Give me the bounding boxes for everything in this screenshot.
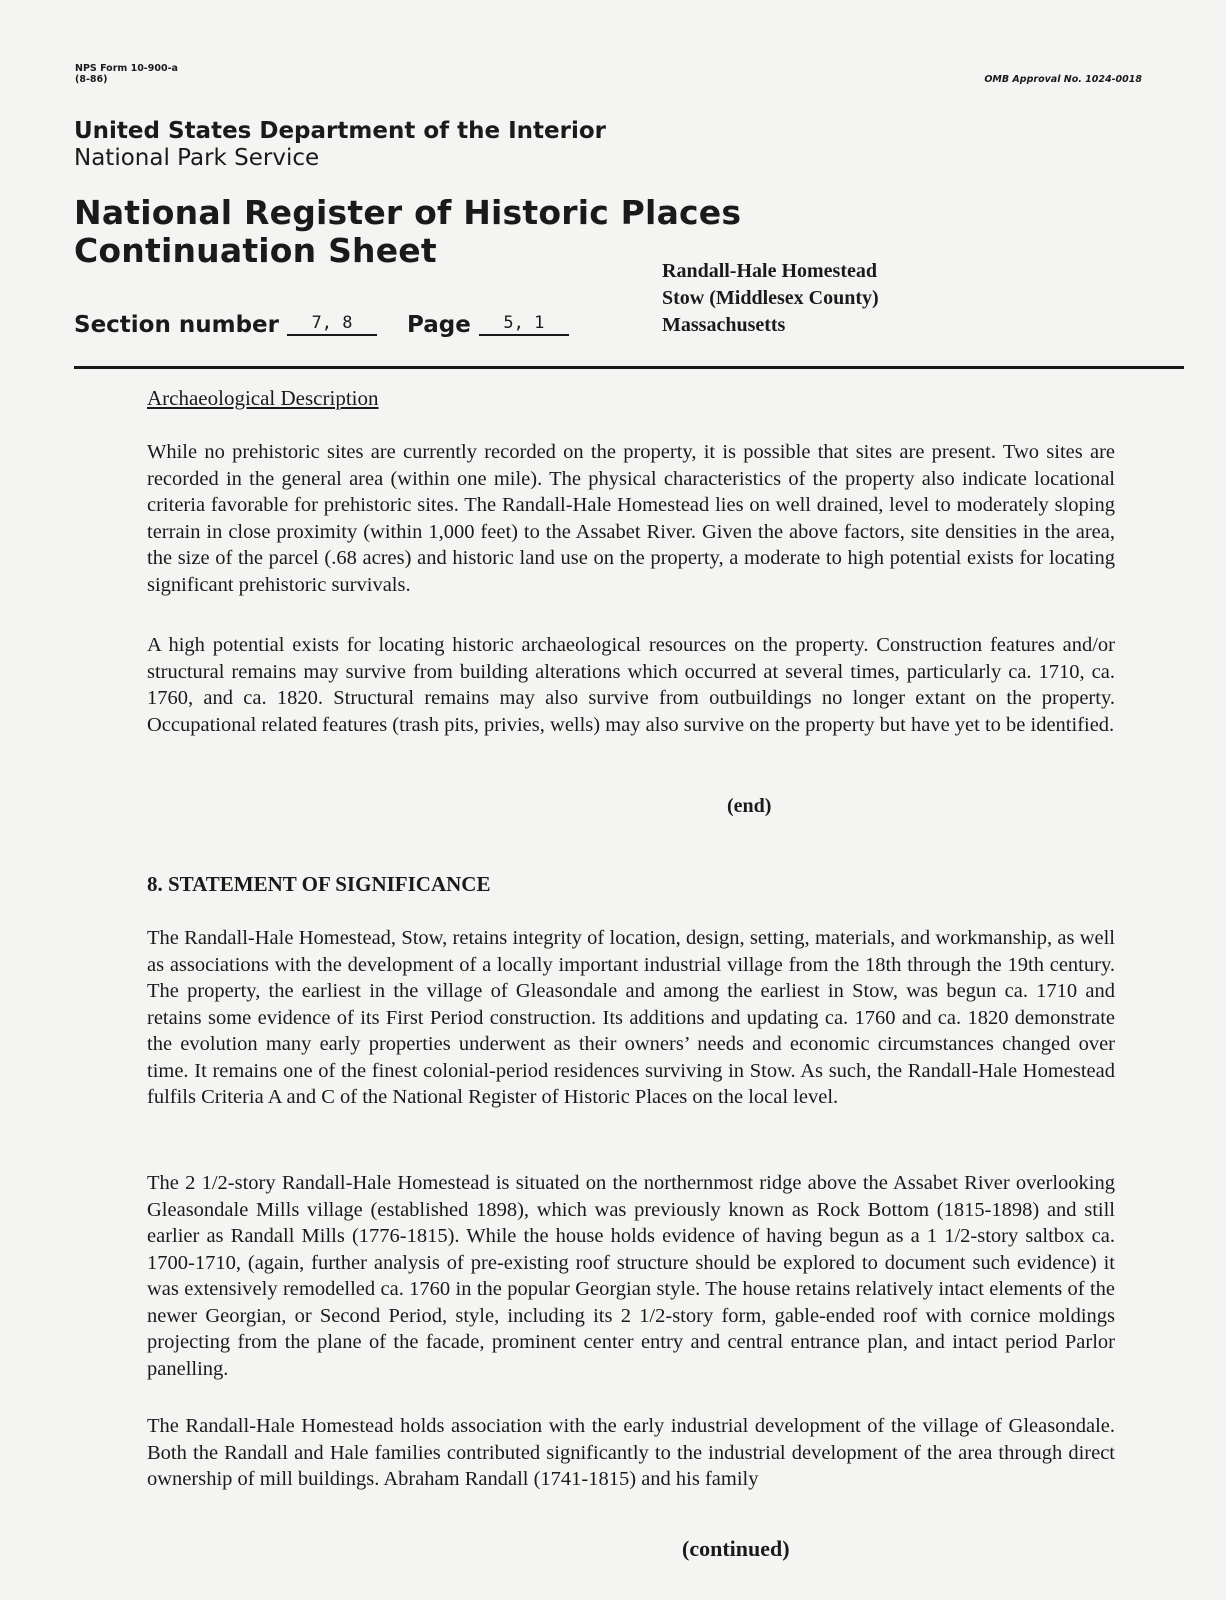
paragraph-text: A high potential exists for locating historic archaeological resources on the property. Construction features and/or structural remains may survive from building alterations which occurred at several times, particularly ca. 1710, ca. 1760, and ca. 1820. Structural remains may also survive from outbuildings no longer extant on the property. Occupational related features (trash pits, privies, wells) may also survive on the property but have yet to be identified. bbox=[147, 634, 1115, 736]
significance-paragraph-3 bbox=[147, 1413, 1115, 1493]
agency-block bbox=[74, 118, 606, 172]
section-number-field: 7, 8 bbox=[287, 313, 377, 336]
property-location: Stow (Middlesex County) bbox=[662, 287, 879, 309]
significance-paragraph-1 bbox=[147, 925, 1115, 1111]
document-title bbox=[74, 194, 741, 270]
service-name: National Park Service bbox=[74, 145, 320, 171]
form-number: NPS Form 10-900-a bbox=[75, 63, 178, 74]
form-number-block bbox=[75, 63, 178, 85]
property-name: Randall-Hale Homestead bbox=[662, 260, 877, 282]
department-name: United States Department of the Interior bbox=[74, 118, 607, 144]
title-line-1: National Register of Historic Places bbox=[74, 193, 742, 232]
end-marker: (end) bbox=[727, 795, 772, 817]
property-block bbox=[662, 258, 879, 339]
omb-approval: OMB Approval No. 1024-0018 bbox=[984, 74, 1142, 85]
section-page-line bbox=[74, 312, 569, 338]
paragraph-text: The Randall-Hale Homestead, Stow, retains integrity of location, design, setting, materials, and workmanship, as well as associations with the development of a locally important industrial village from the 18th through the 19th century. The property, the earliest in the village of Gleasondale and among the earliest in Stow, was begun ca. 1710 and retains some evidence of its First Period construction. Its additions and updating ca. 1760 and ca. 1820 demonstrate the evolution many early properties underwent as their owners’ needs and economic circumstances changed over time. It remains one of the finest colonial-period residences surviving in Stow. As such, the Randall-Hale Homestead fulfils Criteria A and C of the National Register of Historic Places on the local level. bbox=[147, 927, 1115, 1108]
form-date: (8-86) bbox=[75, 74, 108, 85]
property-state: Massachusetts bbox=[662, 314, 786, 336]
page-number-field: 5, 1 bbox=[479, 313, 569, 336]
significance-paragraph-2 bbox=[147, 1170, 1115, 1382]
archaeology-heading: Archaeological Description bbox=[147, 386, 379, 410]
significance-heading: 8. STATEMENT OF SIGNIFICANCE bbox=[147, 872, 491, 896]
paragraph-text: While no prehistoric sites are currently recorded on the property, it is possible that sites are present. Two sites are recorded in the general area (within one mile). The physical characteristics of the property also indicate locational criteria favorable for prehistoric sites. The Randall-Hale Homestead lies on well drained, level to moderately sloping terrain in close proximity (within 1,000 feet) to the Assabet River. Given the above factors, site densities in the area, the size of the parcel (.68 acres) and historic land use on the property, a moderate to high potential exists for locating significant prehistoric survivals. bbox=[147, 441, 1115, 596]
title-line-2: Continuation Sheet bbox=[74, 231, 437, 270]
archaeology-paragraph-2 bbox=[147, 632, 1115, 738]
paragraph-text: The 2 1/2-story Randall-Hale Homestead is situated on the northernmost ridge above the Assabet River overlooking Gleasondale Mills village (established 1898), which was previously known as Rock Bottom (1815-1898) and still earlier as Randall Mills (1776-1815). While the house holds evidence of having begun as a 1 1/2-story saltbox ca. 1700-1710, (again, further analysis of pre-existing roof structure should be explored to document such evidence) it was extensively remodelled ca. 1760 in the popular Georgian style. The house retains relatively intact elements of the newer Georgian, or Second Period, style, including its 2 1/2-story form, gable-ended roof with cornice moldings projecting from the plane of the facade, prominent center entry and central entrance plan, and intact period Parlor panelling. bbox=[147, 1172, 1115, 1380]
header-divider bbox=[74, 366, 1184, 369]
paragraph-text: The Randall-Hale Homestead holds association with the early industrial development of the village of Gleasondale. Both the Randall and Hale families contributed significantly to the industrial development of the area through direct ownership of mill buildings. Abraham Randall (1741-1815) and his family bbox=[147, 1415, 1115, 1490]
section-label: Section number bbox=[74, 312, 279, 338]
archaeology-paragraph-1 bbox=[147, 439, 1115, 598]
continued-marker: (continued) bbox=[682, 1536, 790, 1561]
page-label: Page bbox=[407, 312, 471, 338]
